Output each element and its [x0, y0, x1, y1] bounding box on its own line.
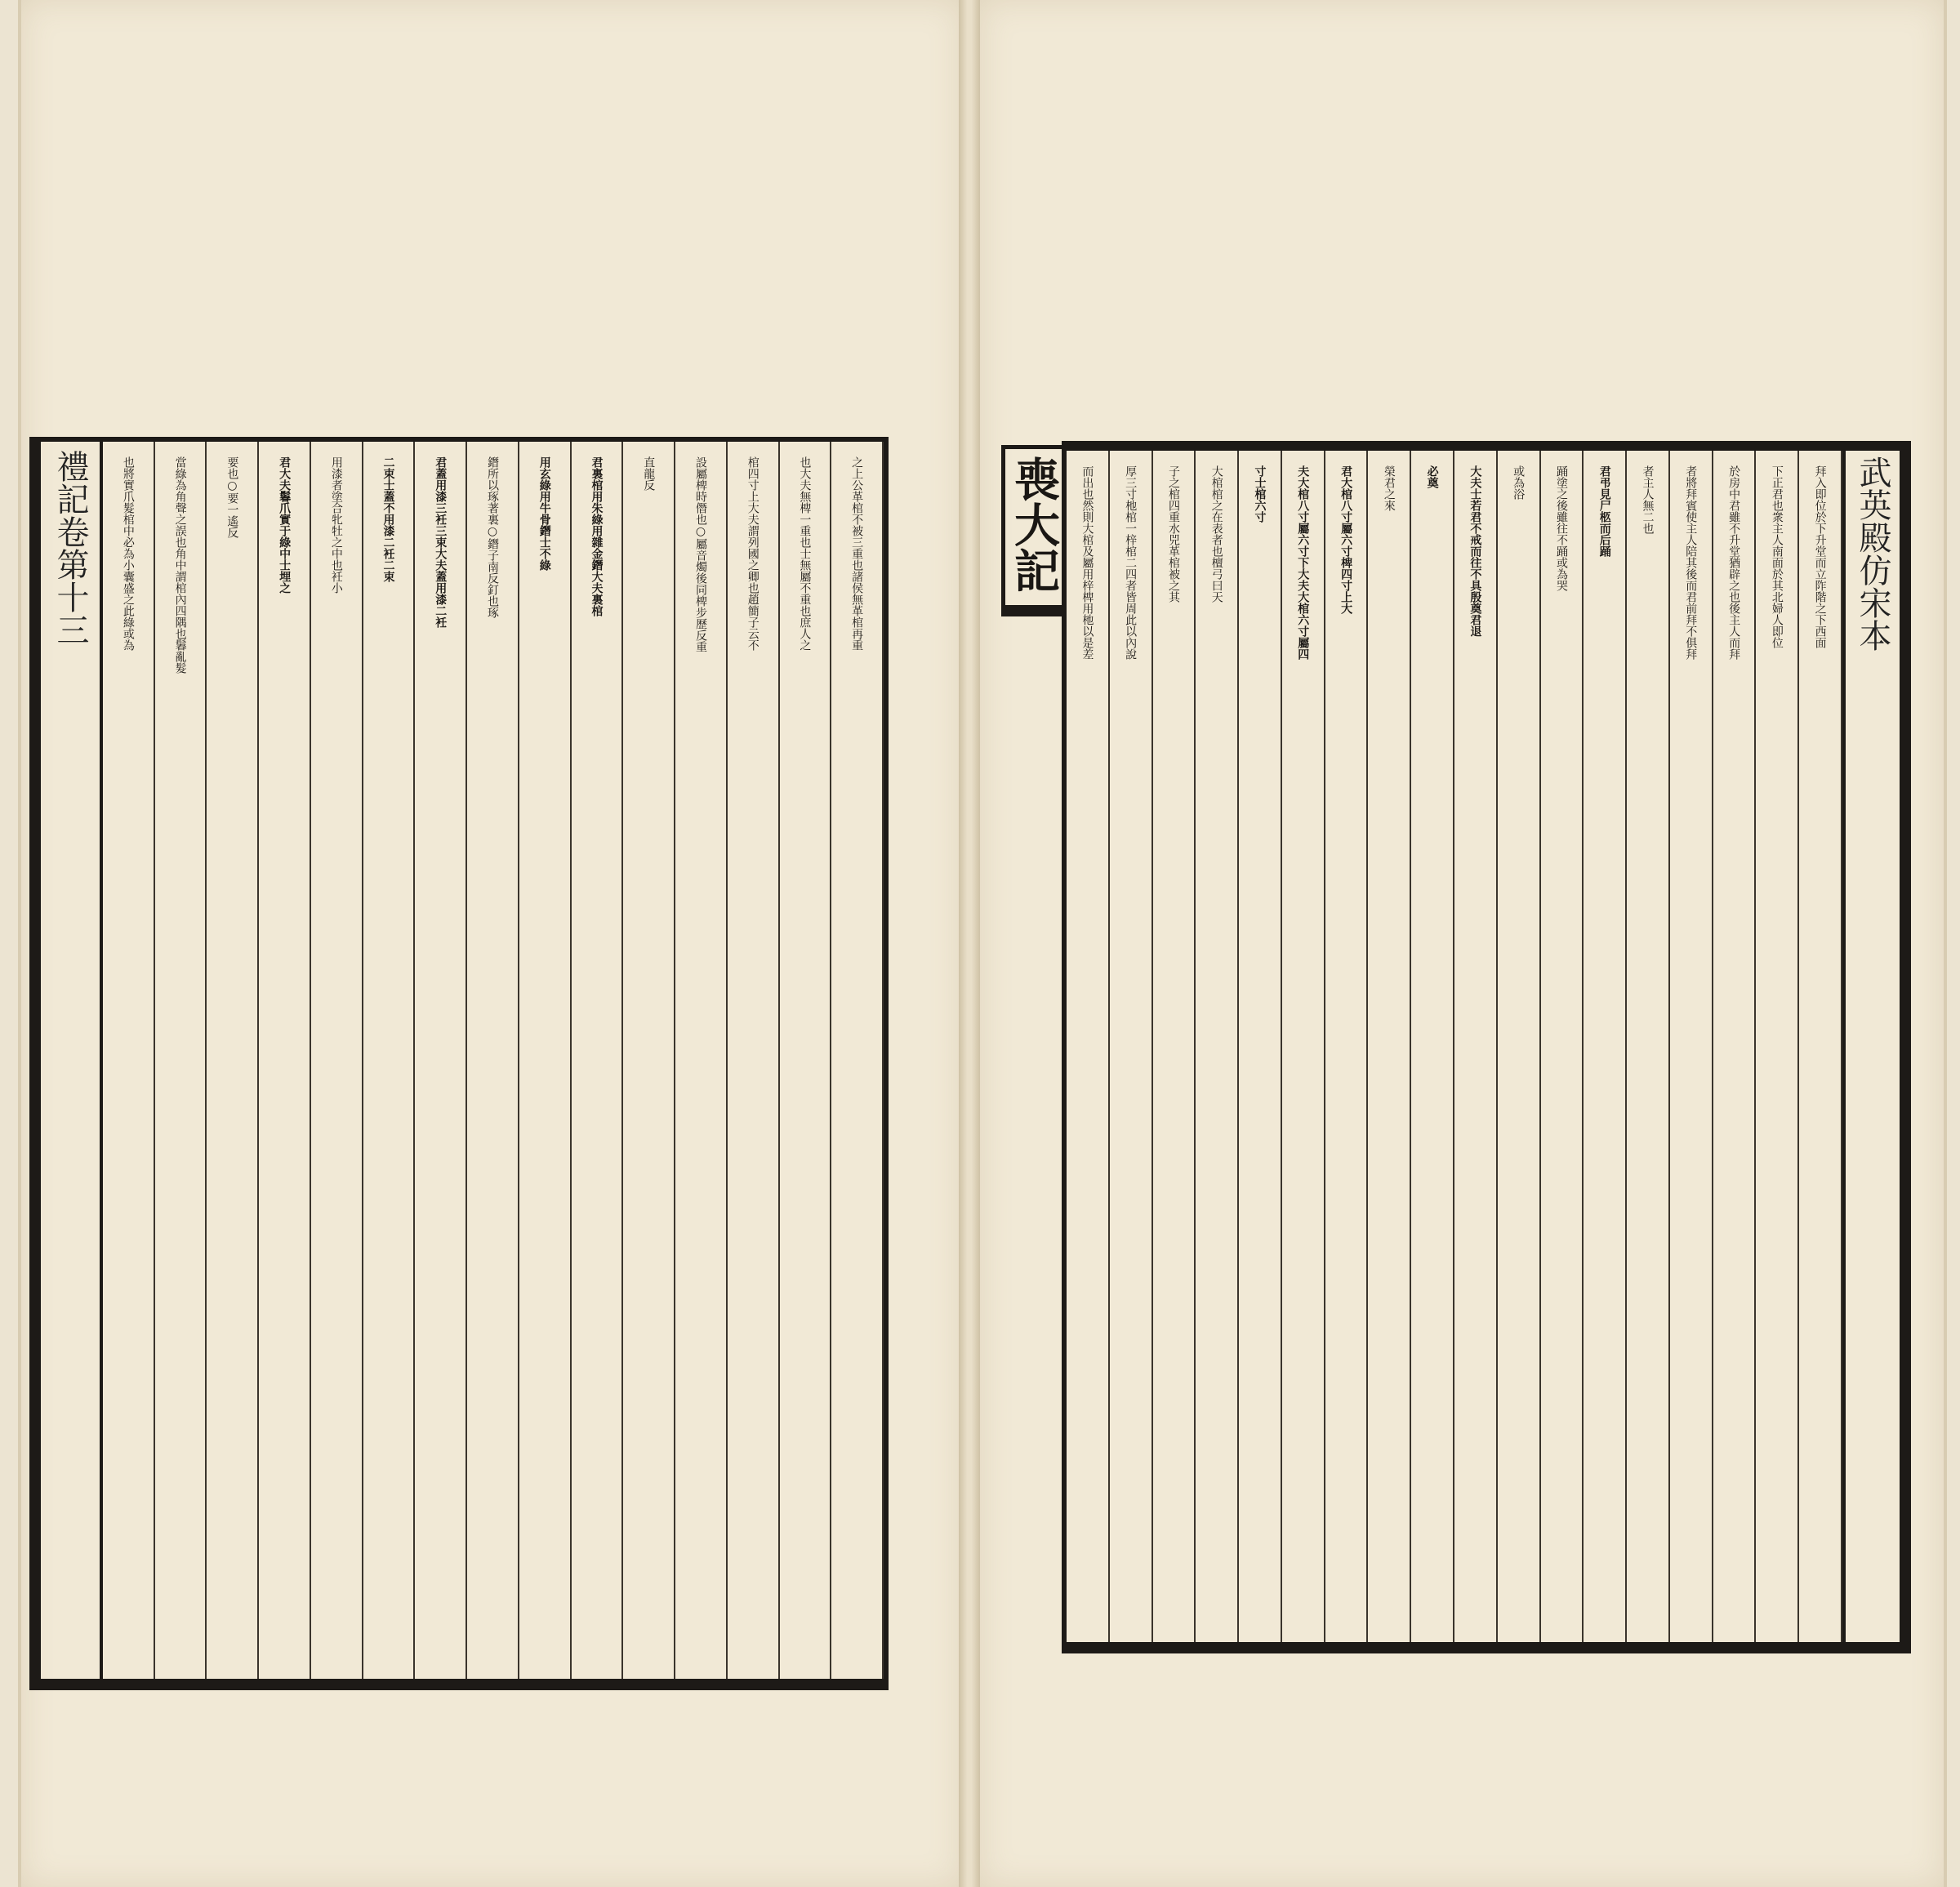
right-column-text: 君弔見尸柩而后踊: [1597, 465, 1611, 557]
right-column: [1584, 451, 1627, 1642]
left-column: [728, 442, 780, 1679]
right-margin-title-text: 武英殿仿宋本: [1854, 456, 1891, 652]
left-column: [311, 442, 363, 1679]
left-column: [467, 442, 519, 1679]
right-column-text: 大棺棺之在表者也檀弓曰天: [1209, 465, 1223, 603]
left-column: [831, 442, 884, 1679]
left-column: [207, 442, 259, 1679]
right-column: [1110, 451, 1153, 1642]
left-column-text: 二束士蓋不用漆二衽二束: [381, 456, 395, 582]
left-column-text: 用漆者塗合牝牡之中也衽小: [329, 456, 343, 594]
right-column: [1282, 451, 1325, 1642]
right-column: [1239, 451, 1282, 1642]
left-column-text: 君大夫鬊爪實于綠中士埋之: [278, 456, 292, 594]
right-column-text: 下正君也衆主人南面於其北婦人即位: [1770, 465, 1784, 648]
left-column-text: 鐕所以琢著裏○鐕子南反釘也琢: [486, 456, 500, 618]
left-column: [259, 442, 311, 1679]
left-column-text: 君裏棺用朱綠用雜金鐕大夫裏棺: [590, 456, 604, 616]
left-column-text: 君蓋用漆三衽三束大夫蓋用漆二衽: [434, 456, 448, 628]
left-column-text: 設屬椑時僭也○屬音燭後同椑步歷反重: [693, 456, 707, 652]
right-column-text: 必奠: [1425, 465, 1439, 488]
right-column: [1670, 451, 1713, 1642]
right-column: [1541, 451, 1584, 1642]
left-column: [155, 442, 207, 1679]
chapter-label: 喪大記: [1007, 456, 1061, 593]
left-column-text: 也大夫無椑一重也士無屬不重也庶人之: [798, 456, 812, 651]
right-column-text: 者將拜賓使主人陪其後而君前拜不俱拜: [1684, 465, 1698, 660]
right-column-text: 榮君之來: [1382, 465, 1396, 511]
left-column: [103, 442, 155, 1679]
left-margin-title-text: 禮記卷第十三: [51, 450, 89, 646]
left-columns: [41, 442, 884, 1679]
right-column-text: 子之棺四重水兕革棺被之其: [1166, 465, 1180, 603]
right-column: [1196, 451, 1239, 1642]
left-column: [519, 442, 572, 1679]
left-column-text: 當綠為角聲之誤也角中謂棺內四隅也鬊亂髮: [173, 456, 187, 674]
right-column-text: 或為浴: [1512, 465, 1526, 500]
left-column: [780, 442, 832, 1679]
right-column: [1454, 451, 1498, 1642]
right-column: [1411, 451, 1454, 1642]
right-column: [1627, 451, 1670, 1642]
right-column-text: 寸士棺六寸: [1253, 465, 1267, 523]
left-column: [623, 442, 675, 1679]
left-column-text: 直龍反: [642, 456, 656, 491]
right-column: [1713, 451, 1757, 1642]
right-column-text: 大夫士若君不戒而往不具殷奠君退: [1468, 465, 1482, 637]
right-text-frame: [1062, 441, 1911, 1653]
left-column-text: 棺四寸上大夫謂列國之卿也趙簡子云不: [746, 456, 760, 651]
right-column: [1756, 451, 1799, 1642]
right-column: [1799, 451, 1842, 1642]
right-column-text: 而出也然則大棺及屬用梓椑用杝以是差: [1080, 465, 1094, 660]
right-column: [1325, 451, 1369, 1642]
left-column: [572, 442, 624, 1679]
right-column: [1153, 451, 1196, 1642]
right-column: [1498, 451, 1541, 1642]
left-text-frame: [29, 437, 889, 1690]
left-column: [415, 442, 467, 1679]
right-column-text: 踊塗之後雖往不踊或為哭: [1554, 465, 1568, 591]
left-column-text: 要也○要一遙反: [225, 456, 239, 538]
left-column: [363, 442, 416, 1679]
left-column-text: 之上公革棺不被三重也諸侯無革棺再重: [850, 456, 864, 651]
chapter-label-box: [1001, 445, 1067, 616]
book-gutter: [959, 0, 980, 1887]
left-column-text: 也將實爪髮棺中必為小囊盛之此綠或為: [121, 456, 135, 651]
left-column-text: 用玄綠用牛骨鐕士不綠: [537, 456, 551, 571]
right-column-text: 厚三寸杝棺一梓棺二四者皆周此以內說: [1124, 465, 1138, 660]
right-column: [1368, 451, 1411, 1642]
right-column-text: 夫大棺八寸屬六寸下大夫大棺六寸屬四: [1296, 465, 1310, 660]
right-column-text: 者主人無二也: [1641, 465, 1655, 534]
right-column-text: 於房中君雖不升堂猶辟之也後主人而拜: [1727, 465, 1741, 660]
right-column: [1067, 451, 1110, 1642]
right-columns: [1067, 451, 1900, 1642]
left-column: [675, 442, 728, 1679]
right-column-text: 君大棺八寸屬六寸椑四寸上大: [1339, 465, 1353, 614]
right-column-text: 拜入即位於下升堂而立阼階之下西面: [1813, 465, 1827, 648]
